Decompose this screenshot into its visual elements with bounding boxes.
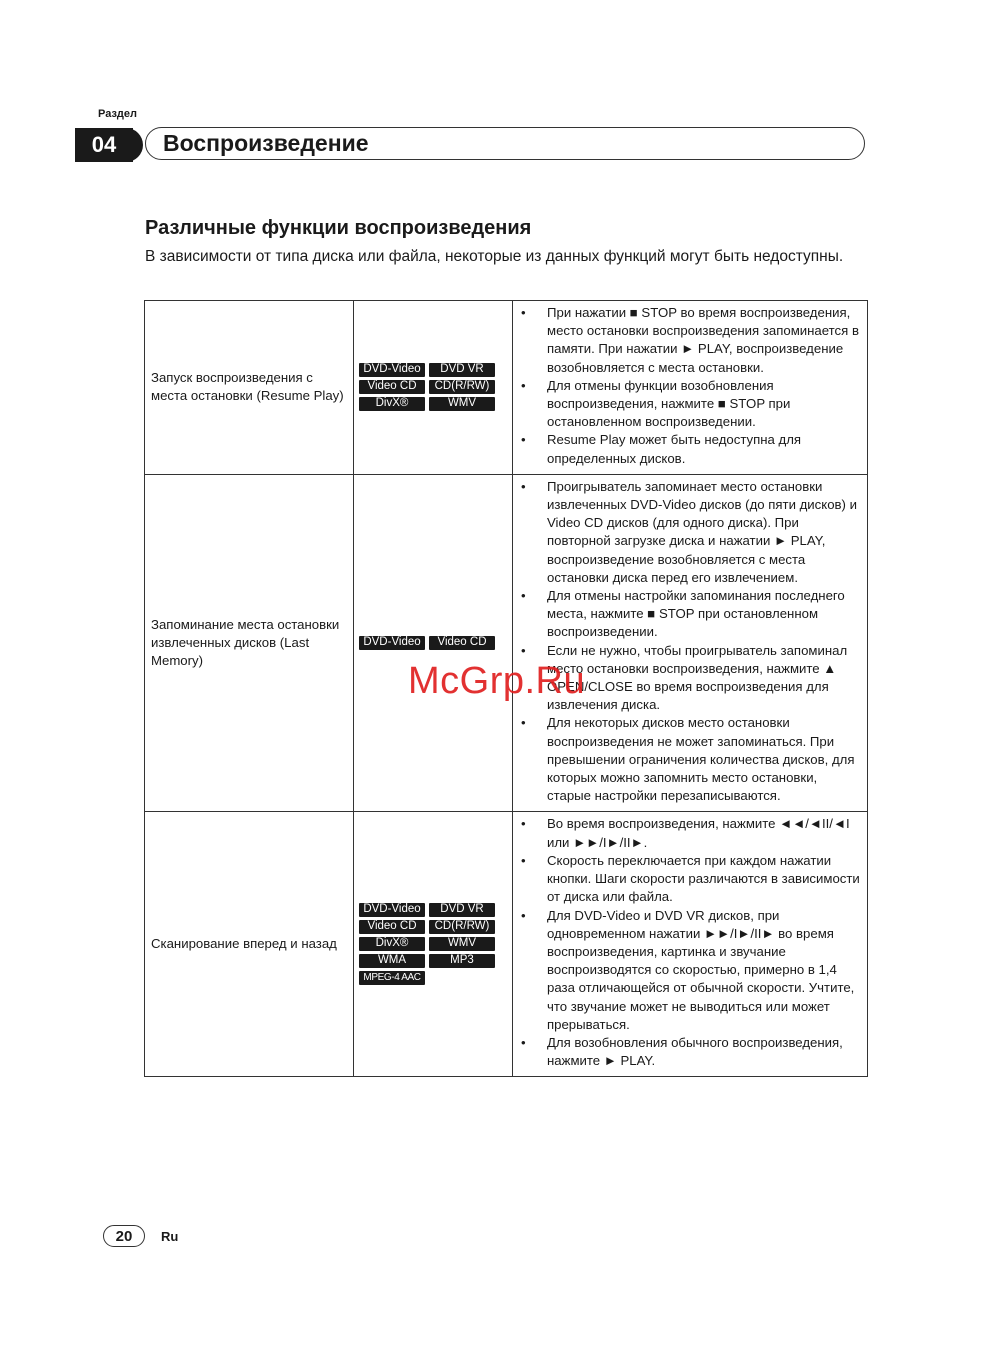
list-item: • Resume Play может быть недоступна для определенных дисков. bbox=[519, 431, 863, 467]
disc-badge: DVD VR bbox=[429, 903, 495, 917]
watermark: McGrp.Ru bbox=[408, 660, 586, 702]
disc-badge: DVD-Video bbox=[359, 363, 425, 377]
disc-badge: MPEG-4 AAC bbox=[359, 971, 425, 985]
feature-cell: Запуск воспроизведения с места остановки (Resume Play) bbox=[145, 301, 354, 475]
list-item: • Для отмены функции возобновления воспроизведения, нажмите ■ STOP при остановленном воспроизведении. bbox=[519, 377, 863, 432]
chapter-title: Воспроизведение bbox=[145, 127, 865, 160]
disc-badge: Video CD bbox=[359, 380, 425, 394]
disc-badge: DVD-Video bbox=[359, 903, 425, 917]
disc-badge: DVD VR bbox=[429, 363, 495, 377]
disc-badge: WMA bbox=[359, 954, 425, 968]
table-row bbox=[145, 301, 868, 475]
list-item: • При нажатии ■ STOP во время воспроизведения, место остановки воспроизведения запоминается в памяти. При нажатии ► PLAY, воспроизведение возобновляется с места остановки. bbox=[519, 304, 863, 377]
disc-badge: Video CD bbox=[359, 920, 425, 934]
list-item: • Проигрыватель запоминает место остановки извлеченных DVD-Video дисков (до пяти дисков) и Video CD дисков (для одного диска). При повторной загрузке диска и нажатии ► PLAY, воспроизведение возобновляется с места остановки диска перед его извлечением. bbox=[519, 478, 863, 587]
list-item: • Если не нужно, чтобы проигрыватель запоминал место остановки воспроизведения, нажмите ▲ OPEN/CLOSE во время воспроизведения для извлечения диска. bbox=[519, 642, 863, 715]
functions-table bbox=[144, 300, 868, 1077]
chapter-number: 04 bbox=[91, 132, 117, 157]
disc-types-cell bbox=[354, 812, 513, 1077]
disc-badge: DVD-Video bbox=[359, 636, 425, 650]
list-item: • Во время воспроизведения, нажмите ◄◄/◄II/◄I или ►►/I►/II►. bbox=[519, 815, 863, 851]
page-number: 20 bbox=[103, 1225, 145, 1247]
feature-cell: Сканирование вперед и назад bbox=[145, 812, 354, 1077]
list-item: • Для возобновления обычного воспроизведения, нажмите ► PLAY. bbox=[519, 1034, 863, 1070]
table-row bbox=[145, 812, 868, 1077]
table-row bbox=[145, 474, 868, 812]
disc-badge: DivX® bbox=[359, 397, 425, 411]
intro-text: В зависимости от типа диска или файла, некоторые из данных функций могут быть недоступны. bbox=[145, 248, 844, 265]
section-label: Раздел bbox=[98, 108, 137, 120]
list-item: • Для некоторых дисков место остановки воспроизведения не может запоминаться. При превышении ограничения количества дисков, для которых можно запомнить место остановки, старые настройки перезаписываются. bbox=[519, 714, 863, 805]
list-item: • Для DVD-Video и DVD VR дисков, при одновременном нажатии ►►/I►/II► во время воспроизведения, картинка и звучание воспроизводятся со скоростью, примерно в 1,4 раза отличающейся от обычной скорости. Учтите, что звучание может не выводиться или может прерываться. bbox=[519, 907, 863, 1034]
description-cell bbox=[513, 301, 868, 475]
chapter-number-badge bbox=[75, 128, 133, 162]
section-heading: Различные функции воспроизведения bbox=[145, 217, 532, 239]
language-code: Ru bbox=[161, 1229, 179, 1244]
disc-badge: CD(R/RW) bbox=[429, 920, 495, 934]
feature-cell: Запоминание места остановки извлеченных дисков (Last Memory) bbox=[145, 474, 354, 812]
disc-badge: CD(R/RW) bbox=[429, 380, 495, 394]
disc-badge: DivX® bbox=[359, 937, 425, 951]
disc-badge: WMV bbox=[429, 937, 495, 951]
disc-badge: MP3 bbox=[429, 954, 495, 968]
description-cell bbox=[513, 474, 868, 812]
disc-badge: WMV bbox=[429, 397, 495, 411]
description-cell bbox=[513, 812, 868, 1077]
list-item: • Для отмены настройки запоминания последнего места, нажмите ■ STOP при остановленном воспроизведении. bbox=[519, 587, 863, 642]
list-item: • Скорость переключается при каждом нажатии кнопки. Шаги скорости различаются в зависимости от диска или файла. bbox=[519, 852, 863, 907]
disc-badge: Video CD bbox=[429, 636, 495, 650]
disc-types-cell bbox=[354, 301, 513, 475]
disc-types-cell bbox=[354, 474, 513, 812]
